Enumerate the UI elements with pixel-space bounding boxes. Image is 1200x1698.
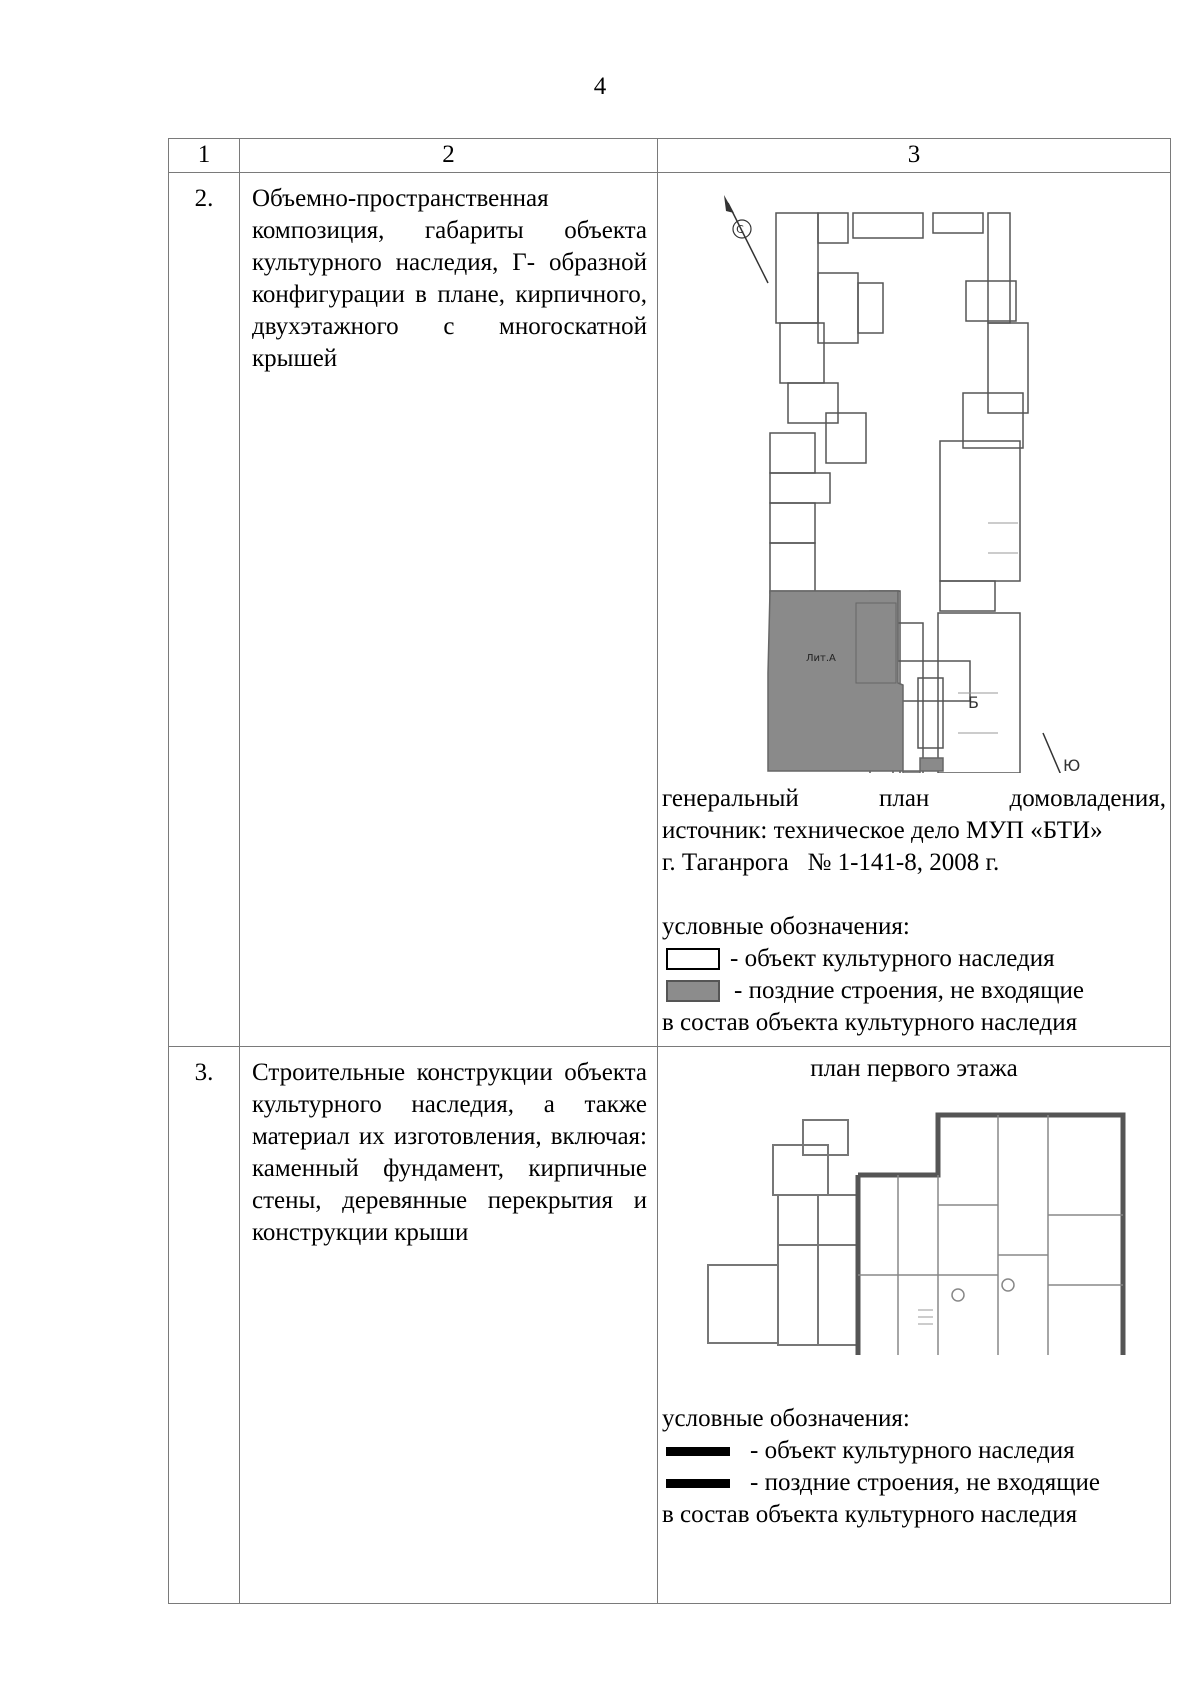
plan-legend: [658, 1403, 1170, 1531]
lit-b-label: Б: [968, 693, 979, 712]
plan-caption: [658, 783, 1170, 1039]
table-row: [169, 173, 1171, 1047]
row-description: Строительные конструкции объекта культурного наследия, а также материал их изготовления, включая: каменный фундамент, кирпичные стены, деревянные перекрытия и конструкции крыши: [252, 1059, 647, 1246]
lit-a-label: Лит.А: [806, 653, 836, 664]
legend-item-heritage: [662, 943, 1166, 975]
illustration-cell: [658, 1047, 1171, 1604]
caption-line-3: г. Таганрога № 1-141-8, 2008 г.: [662, 849, 1000, 876]
site-plan-image: [658, 173, 1168, 773]
description-cell: [240, 1047, 658, 1604]
north-label: С: [736, 223, 744, 236]
legend-item-label: - объект культурного наследия: [750, 1437, 1075, 1464]
north-arrow-icon: [724, 195, 768, 283]
caption-line-2: источник: техническое дело МУП «БТИ»: [662, 817, 1103, 844]
header-col-1: 1: [169, 139, 240, 173]
legend-title: условные обозначения:: [662, 913, 910, 940]
legend-title: условные обозначения:: [662, 1405, 910, 1432]
row-number: 2.: [169, 173, 240, 1047]
legend-item-late: [662, 1467, 1166, 1499]
plan-title: план первого этажа: [810, 1055, 1018, 1082]
south-label: Ю: [1063, 756, 1081, 773]
heritage-swatch: [666, 1447, 730, 1456]
legend-item-late: [662, 975, 1166, 1007]
late-structures-swatch: [666, 980, 720, 1002]
legend-item-label: - поздние строения, не входящие: [750, 1469, 1100, 1496]
table-header-row: [169, 139, 1171, 173]
legend-item-continuation: в состав объекта культурного наследия: [662, 1501, 1078, 1528]
floor-plan-image: [658, 1085, 1168, 1355]
monument-features-table: [168, 138, 1171, 1604]
header-col-2: 2: [240, 139, 658, 173]
illustration-cell: [658, 173, 1171, 1047]
page-number: 4: [593, 73, 607, 100]
header-col-3: 3: [658, 139, 1171, 173]
late-structures-swatch: [666, 1479, 730, 1488]
caption-line-1: генеральный план домовладения,: [662, 785, 1166, 812]
heritage-swatch: [666, 948, 720, 970]
description-cell: [240, 173, 658, 1047]
row-description: Объемно-пространственная композиция, габариты объекта культурного наследия, Г- образной конфигурации в плане, кирпичного, двухэтажного с многоскатной крышей: [252, 185, 647, 372]
legend-item-label: - объект культурного наследия: [730, 945, 1055, 972]
legend-item-heritage: [662, 1435, 1166, 1467]
legend-item-label: - поздние строения, не входящие: [734, 977, 1084, 1004]
row-number: 3.: [169, 1047, 240, 1604]
legend-item-continuation: в состав объекта культурного наследия: [662, 1009, 1078, 1036]
table-row: [169, 1047, 1171, 1604]
